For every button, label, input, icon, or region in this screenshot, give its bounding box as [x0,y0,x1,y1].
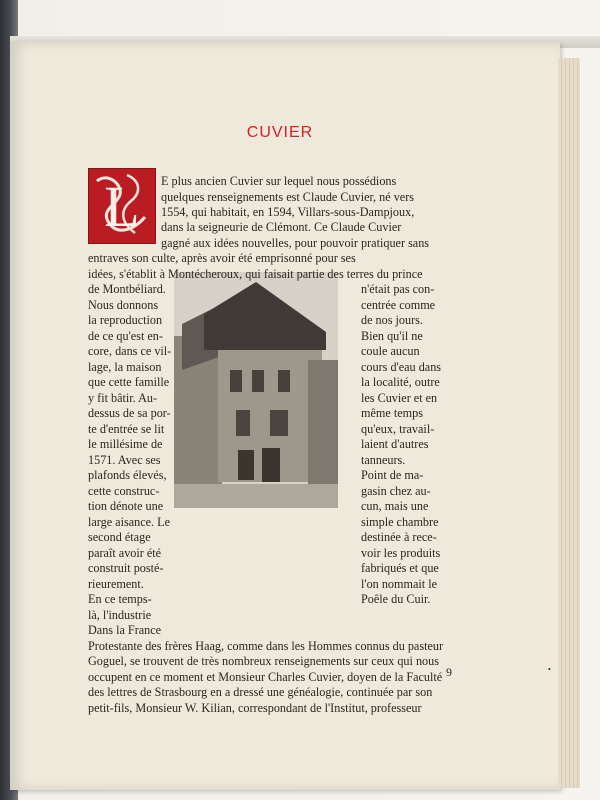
text-line-56: petit-fils, Monsieur W. Kilian, correspondant de l'Institut, professeur [88,701,422,715]
text-line-49: Poêle du Cuir. [361,592,431,606]
text-line-35: gasin chez au- [361,484,431,498]
text-line-41: destinée à rece- [361,530,437,544]
dropcap-ornament [89,169,155,243]
text-line-8: de Montbéliard. [88,282,166,296]
text-line-44: construit posté- [88,561,164,575]
text-line-42: paraît avoir été [88,546,162,560]
text-line-19: cours d'eau dans [361,360,442,374]
text-line-12: la reproduction [88,313,163,327]
text-line-36: tion dénote une [88,499,164,513]
text-line-29: laient d'autres [361,437,429,451]
text-line-34: cette construc- [88,484,160,498]
text-line-23: les Cuvier et en [361,391,438,405]
text-line-28: le millésime de [88,437,163,451]
text-line-1: E plus ancien Cuvier sur lequel nous possédions [161,174,397,188]
text-line-26: te d'entrée se lit [88,422,165,436]
text-line-55: des lettres de Strasbourg en a dressé une généalogie, continuée par son [88,685,433,699]
text-line-37: cun, mais une [361,499,429,513]
text-line-33: Point de ma- [361,468,424,482]
text-line-11: centrée comme [361,298,436,312]
text-line-21: la localité, outre [361,375,440,389]
text-line-14: de ce qu'est en- [88,329,163,343]
text-line-32: plafonds élevés, [88,468,167,482]
text-line-4: dans la seigneurie de Clémont. Ce Claude Cuvier [161,220,402,234]
page-mark: • [548,665,551,674]
page-stack-edge [558,58,580,788]
text-line-6: entraves son culte, après avoir été emprisonné pour ses [88,251,356,265]
text-line-51: Dans la France [88,623,162,637]
text-line-47: l'on nommait le [361,577,437,591]
text-line-54: occupent en ce moment et Monsieur Charles Cuvier, doyen de la Faculté [88,670,443,684]
text-line-10: Nous donnons [88,298,159,312]
text-line-30: 1571. Avec ses [88,453,161,467]
text-line-27: qu'eux, travail- [361,422,435,436]
text-line-24: dessus de sa por- [88,406,171,420]
dropcap-letter: L [104,174,140,239]
decorated-dropcap-letter [88,168,156,244]
text-line-45: fabriqués et que [361,561,439,575]
text-line-46: rieurement. [88,577,144,591]
text-line-15: Bien qu'il ne [361,329,423,343]
text-line-16: core, dans ce vil- [88,344,172,358]
text-line-39: simple chambre [361,515,439,529]
text-line-7: idées, s'établit à Montécheroux, qui faisait partie des terres du prince [88,267,423,281]
text-line-2: quelques renseignements est Claude Cuvier, né vers [161,190,415,204]
text-line-5: gagné aux idées nouvelles, pour pouvoir pratiquer sans [161,236,430,250]
text-line-43: voir les produits [361,546,441,560]
text-line-18: lage, la maison [88,360,162,374]
text-line-52: Protestante des frères Haag, comme dans les Hommes connus du pasteur [88,639,444,653]
text-line-17: coule aucun [361,344,420,358]
page-number: 9 [446,665,452,679]
text-line-53: Goguel, se trouvent de très nombreux renseignements sur ceux qui nous [88,654,439,668]
text-line-22: y fit bâtir. Au- [88,391,158,405]
text-line-40: second étage [88,530,151,544]
text-line-25: même temps [361,406,423,420]
text-line-20: que cette famille [88,375,170,389]
text-line-38: large aisance. Le [88,515,170,529]
text-line-31: tanneurs. [361,453,406,467]
text-line-48: En ce temps- [88,592,152,606]
text-line-50: là, l'industrie [88,608,152,622]
text-line-9: n'était pas con- [361,282,435,296]
text-line-3: 1554, qui habitait, en 1594, Villars-sous-Dampjoux, [161,205,415,219]
text-line-13: de nos jours. [361,313,423,327]
house-photo [174,272,338,508]
page-title: CUVIER [246,124,314,141]
